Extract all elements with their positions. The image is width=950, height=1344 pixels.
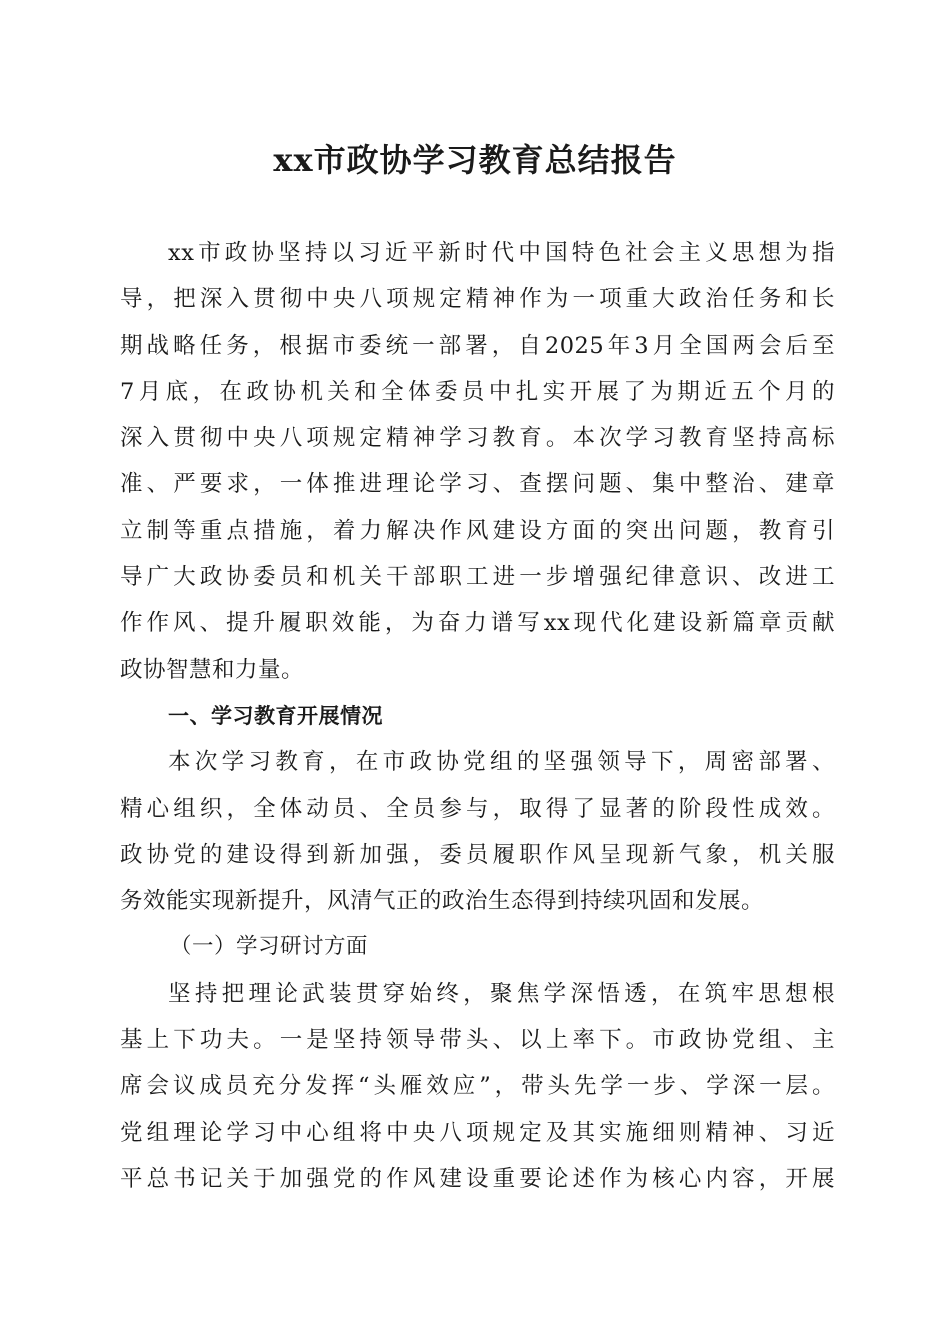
document-body <box>120 230 835 1202</box>
intro-line: xx市政协坚持以习近平新时代中国特色社会主义思想为指 <box>168 240 835 266</box>
intro-line: 立制等重点措施，着力解决作风建设方面的突出问题，教育引 <box>120 517 835 544</box>
subsection-line: 坚持把理论武装贯穿始终，聚焦学深悟透，在筑牢思想根 <box>168 980 835 1007</box>
section-heading: 一、学习教育开展情况 <box>168 703 383 728</box>
section-line: 政协党的建设得到新加强，委员履职作风呈现新气象，机关服 <box>120 841 835 868</box>
document-title: xx市政协学习教育总结报告 <box>273 141 677 179</box>
subsection-line: 基上下功夫。一是坚持领导带头、以上率下。市政协党组、主 <box>120 1027 835 1054</box>
intro-line: 政协智慧和力量。 <box>120 656 305 683</box>
intro-line: 7月底，在政协机关和全体委员中扎实开展了为期近五个月的 <box>120 378 835 405</box>
intro-line: 准、严要求，一体推进理论学习、查摆问题、集中整治、建章 <box>120 471 835 498</box>
section-line: 精心组织，全体动员、全员参与，取得了显著的阶段性成效。 <box>120 795 835 822</box>
subsection-line: 平总书记关于加强党的作风建设重要论述作为核心内容，开展 <box>120 1165 835 1192</box>
intro-line: 深入贯彻中央八项规定精神学习教育。本次学习教育坚持高标 <box>120 425 835 452</box>
section-line: 务效能实现新提升，风清气正的政治生态得到持续巩固和发展。 <box>120 888 765 915</box>
intro-line: 期战略任务，根据市委统一部署，自2025年3月全国两会后至 <box>120 332 835 359</box>
subsection-line: 党组理论学习中心组将中央八项规定及其实施细则精神、习近 <box>120 1119 835 1146</box>
intro-line: 导广大政协委员和机关干部职工进一步增强纪律意识、改进工 <box>120 564 835 591</box>
subsection-line: 席会议成员充分发挥“头雁效应”，带头先学一步、学深一层。 <box>120 1073 835 1100</box>
intro-line: 导，把深入贯彻中央八项规定精神作为一项重大政治任务和长 <box>120 286 835 313</box>
section-line: 本次学习教育，在市政协党组的坚强领导下，周密部署、 <box>168 749 835 776</box>
intro-line: 作作风、提升履职效能，为奋力谱写xx现代化建设新篇章贡献 <box>120 610 835 637</box>
subsection-heading: （一）学习研讨方面 <box>170 934 369 960</box>
